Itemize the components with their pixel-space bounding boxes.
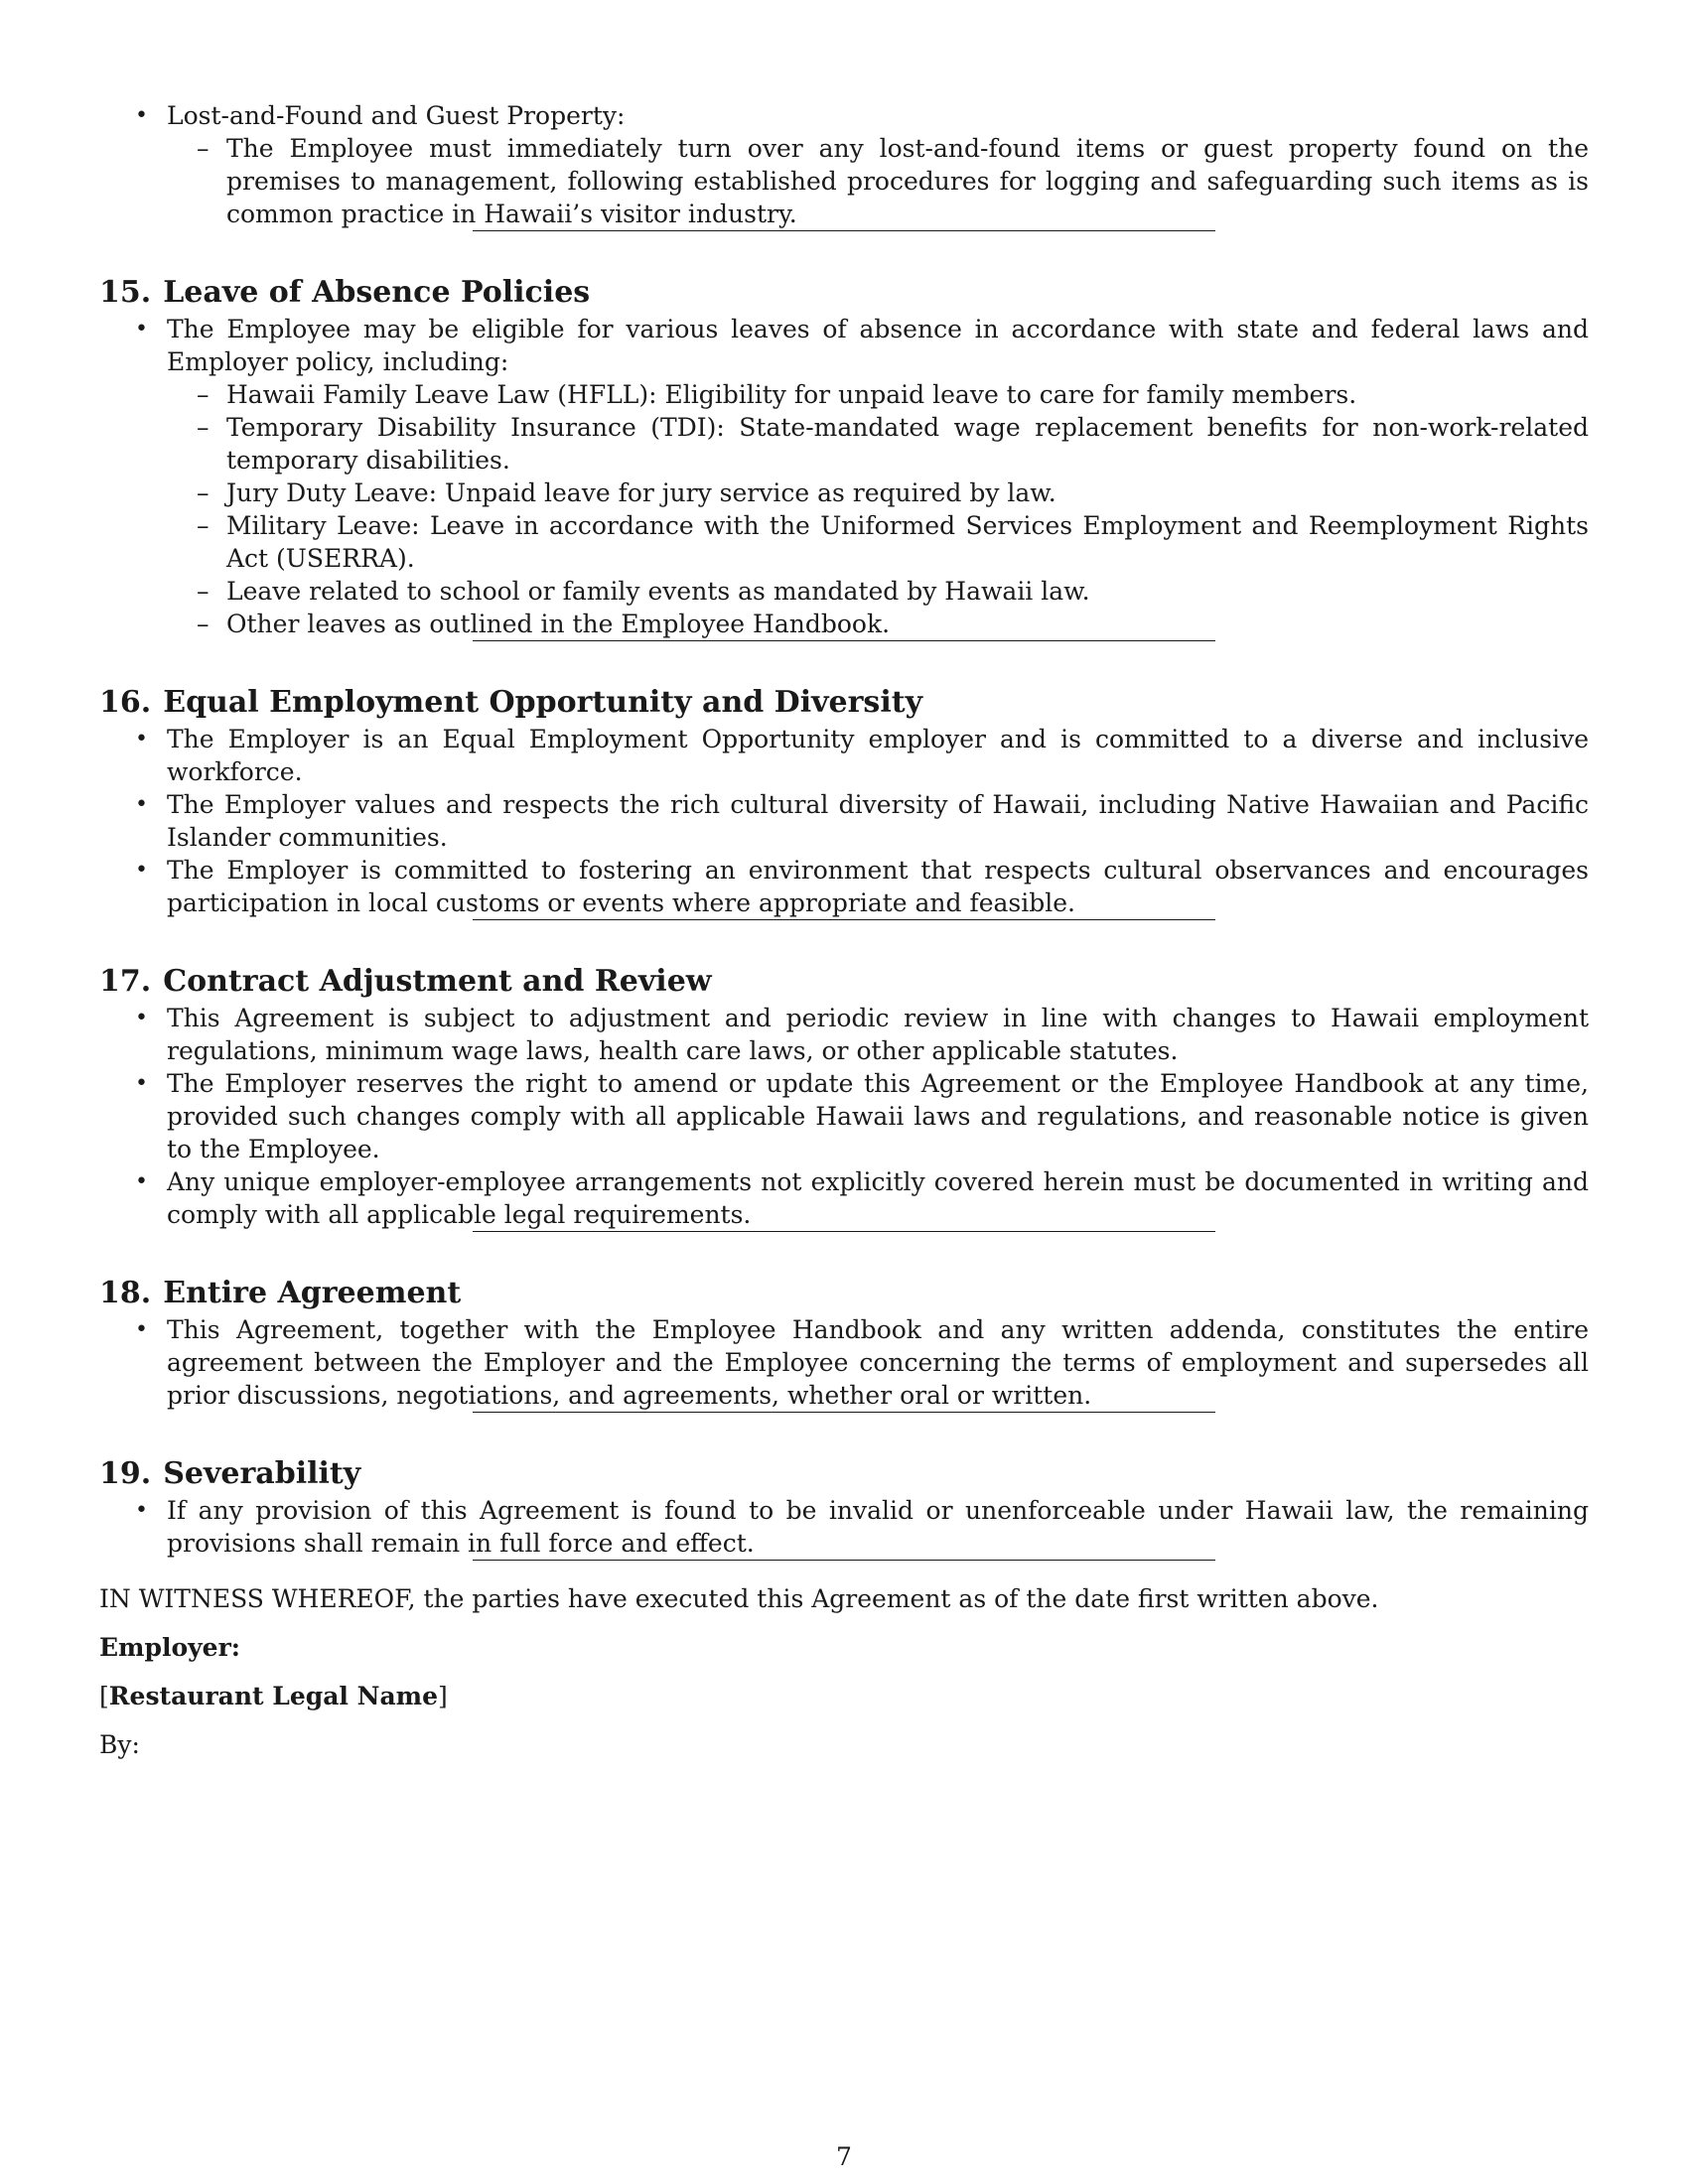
signature-by-label: By: bbox=[99, 1730, 140, 1759]
bullet-icon: • bbox=[135, 1498, 148, 1523]
section-divider bbox=[473, 640, 1215, 641]
bullet-list bbox=[99, 723, 1589, 919]
bullet-icon: • bbox=[135, 727, 148, 751]
sub-list-item: – Military Leave: Leave in accordance with the Uniformed Services Employment and Reemployment Rights Act (USERRA). bbox=[197, 511, 1589, 573]
page-number: 7 bbox=[836, 2142, 852, 2171]
bullet-list bbox=[99, 1002, 1589, 1231]
section-divider bbox=[473, 1412, 1215, 1413]
bullet-icon: • bbox=[135, 792, 148, 817]
list-item: • The Employer values and respects the rich cultural diversity of Hawaii, including Native Hawaiian and Pacific Islander communities. bbox=[135, 790, 1589, 852]
employer-label: Employer: bbox=[99, 1633, 240, 1662]
sub-list-item: – Other leaves as outlined in the Employee Handbook. bbox=[197, 610, 891, 638]
section-divider bbox=[473, 1560, 1215, 1561]
list-item: • This Agreement, together with the Employee Handbook and any written addenda, constitutes the entire agreement between the Employer and the Employee concerning the terms of employment and supersedes all prior discussions, negotiations, and agreements, whether oral or written. bbox=[135, 1315, 1589, 1410]
bullet-list bbox=[99, 1313, 1589, 1412]
item-label: Lost-and-Found and Guest Property: bbox=[167, 101, 626, 130]
dash-icon: – bbox=[197, 134, 210, 163]
section-16 bbox=[99, 683, 1589, 920]
sub-list bbox=[167, 132, 1589, 230]
sub-list-item: – The Employee must immediately turn over any lost-and-found items or guest property found on the premises to management, following established procedures for logging and safeguarding such items as is common practice in Hawaii’s visitor industry. bbox=[197, 134, 1589, 228]
list-item: • The Employer reserves the right to amend or update this Agreement or the Employee Handbook at any time, provided such changes comply with all applicable Hawaii laws and regulations, and reasonable notice is given to the Employee. bbox=[135, 1069, 1589, 1163]
list-item: • If any provision of this Agreement is found to be invalid or unenforceable under Hawaii law, the remaining provisions shall remain in full force and effect. bbox=[135, 1496, 1589, 1558]
list-item: • The Employer is committed to fostering an environment that respects cultural observances and encourages participation in local customs or events where appropriate and feasible. bbox=[135, 856, 1589, 917]
bullet-icon: • bbox=[135, 858, 148, 883]
sub-list-item: – Temporary Disability Insurance (TDI): State-mandated wage replacement benefits for non-work-related temporary disabilities. bbox=[197, 413, 1589, 475]
list-item: • The Employer is an Equal Employment Opportunity employer and is committed to a diverse and inclusive workforce. bbox=[135, 725, 1589, 786]
section-heading: 19. Severability bbox=[99, 1456, 361, 1491]
list-item bbox=[99, 99, 1589, 230]
section-heading: 18. Entire Agreement bbox=[99, 1276, 462, 1310]
section-heading: 16. Equal Employment Opportunity and Diversity bbox=[99, 685, 922, 720]
dash-icon: – bbox=[197, 478, 210, 507]
dash-icon: – bbox=[197, 577, 210, 606]
dash-icon: – bbox=[197, 380, 210, 409]
list-item: • This Agreement is subject to adjustment and periodic review in line with changes to Hawaii employment regulations, minimum wage laws, health care laws, or other applicable statutes. bbox=[135, 1004, 1589, 1065]
bullet-icon: • bbox=[135, 317, 148, 341]
section-divider bbox=[473, 919, 1215, 920]
section-15 bbox=[99, 273, 1589, 641]
intro-list bbox=[99, 99, 1589, 230]
sub-list bbox=[167, 378, 1589, 640]
list-item: • The Employee may be eligible for various leaves of absence in accordance with state and federal laws and Employer policy, including: – Hawaii Family Leave Law (HFLL): Eligibility for unpaid leave to care for family members. – Temporary Disability Insurance (TDI): State-mandated wage replacement benefits for non-work-related temporary disabilities. – Jury Duty Leave: Unpaid leave for jury service as required by law. – Military Leave: Leave in accordance with the Uniformed Services Employment and Reemployment Rights Act (USERRA). – Leave related to school or family events as mandated by Hawaii law. – Other leaves as outlined in the Employee Handbook. bbox=[135, 315, 1589, 638]
sub-list-item: – Leave related to school or family events as mandated by Hawaii law. bbox=[197, 577, 1090, 606]
dash-icon: – bbox=[197, 413, 210, 442]
bullet-icon: • bbox=[135, 1071, 148, 1096]
bullet-icon: • bbox=[135, 103, 148, 128]
section-heading: 15. Leave of Absence Policies bbox=[99, 275, 591, 310]
list-item: • Any unique employer-employee arrangements not explicitly covered herein must be documented in writing and comply with all applicable legal requirements. bbox=[135, 1167, 1589, 1229]
sub-list-item: – Jury Duty Leave: Unpaid leave for jury service as required by law. bbox=[197, 478, 1056, 507]
dash-icon: – bbox=[197, 610, 210, 638]
document-page bbox=[99, 99, 1589, 1761]
section-19 bbox=[99, 1454, 1589, 1561]
section-18 bbox=[99, 1274, 1589, 1413]
section-heading: 17. Contract Adjustment and Review bbox=[99, 964, 712, 999]
bullet-icon: • bbox=[135, 1169, 148, 1194]
bullet-list bbox=[99, 1494, 1589, 1560]
restaurant-name: [Restaurant Legal Name] bbox=[99, 1682, 448, 1710]
sub-list-item: – Hawaii Family Leave Law (HFLL): Eligibility for unpaid leave to care for family members. bbox=[197, 380, 1357, 409]
bullet-icon: • bbox=[135, 1317, 148, 1342]
section-divider bbox=[473, 1231, 1215, 1232]
dash-icon: – bbox=[197, 511, 210, 540]
bullet-icon: • bbox=[135, 1006, 148, 1030]
witness-statement: IN WITNESS WHEREOF, the parties have executed this Agreement as of the date first written above. bbox=[99, 1584, 1379, 1613]
bullet-list bbox=[99, 313, 1589, 640]
section-divider bbox=[473, 230, 1215, 231]
section-17 bbox=[99, 962, 1589, 1232]
